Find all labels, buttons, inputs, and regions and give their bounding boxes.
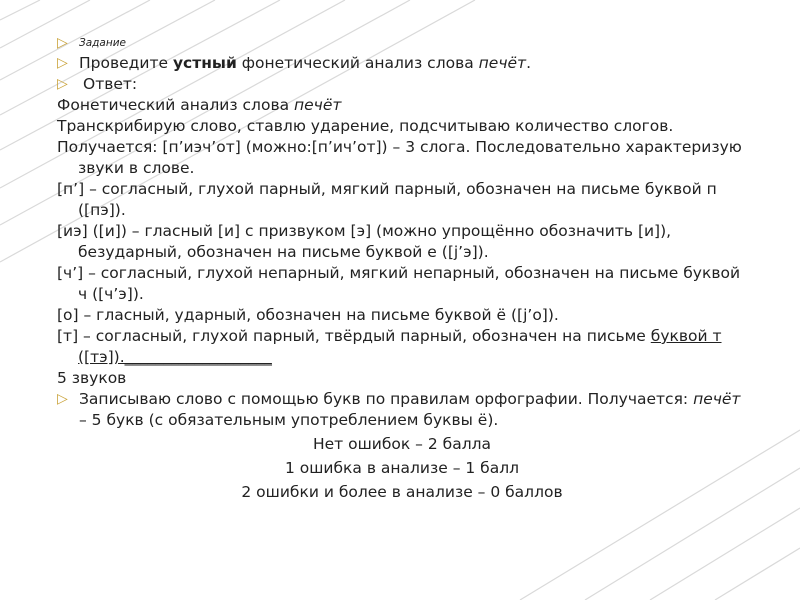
task-middle: фонетический анализ слова — [236, 54, 479, 72]
write-prefix: Записываю слово с помощью букв по правилам орфографии. Получается: — [79, 390, 694, 408]
paragraph-7 — [57, 326, 747, 368]
paragraph-3: [п’] – согласный, глухой парный, мягкий парный, обозначен на письме буквой п ([пэ]). — [57, 180, 717, 219]
paragraph-5: [ч’] – согласный, глухой непарный, мягкий непарный, обозначен на письме буквой ч ([ч’э]). — [57, 264, 741, 303]
write-line — [57, 389, 747, 431]
write-end: – 5 букв (с обязательным употреблением буквы ё). — [79, 411, 499, 429]
triangle-bullet-icon: ▷ — [57, 76, 68, 92]
paragraph-6: [о] – гласный, ударный, обозначен на письме буквой ё ([j’о]). — [57, 306, 559, 324]
paragraph-1: Транскрибирую слово, ставлю ударение, подсчитываю количество слогов. — [57, 117, 674, 135]
score-line-3: 2 ошибки и более в анализе – 0 баллов — [241, 483, 563, 501]
task-label: Задание — [79, 37, 127, 49]
task-prefix: Проведите — [79, 54, 173, 72]
task-label-line — [57, 34, 747, 53]
task-end: . — [526, 54, 531, 72]
triangle-bullet-icon: ▷ — [57, 391, 68, 407]
answer-line — [57, 74, 747, 95]
triangle-bullet-icon: ▷ — [57, 35, 68, 51]
task-word: печёт — [478, 54, 527, 72]
slide-content — [57, 34, 747, 503]
analysis-title-prefix: Фонетический анализ слова — [57, 96, 295, 114]
sound-count: 5 звуков — [57, 369, 127, 387]
task-bold: устный — [172, 54, 237, 72]
answer-label: Ответ: — [83, 75, 138, 93]
score-line-2: 1 ошибка в анализе – 1 балл — [284, 459, 520, 477]
write-word: печёт — [693, 390, 741, 408]
paragraph-4: [иэ] ([и]) – гласный [и] с призвуком [э] (можно упрощённо обозначить [и]), безударный, обозначен на письме буквой е ([j’э]). — [57, 222, 672, 261]
paragraph-2: Получается: [п’иэч’от] (можно:[п’ич’от]) – 3 слога. Последовательно характеризую звуки в слове. — [57, 138, 742, 177]
triangle-bullet-icon: ▷ — [57, 55, 68, 71]
analysis-title — [57, 95, 747, 116]
paragraph-7-underlined: буквой т ([тэ]).___________________ — [78, 327, 722, 366]
score-line-1: Нет ошибок – 2 балла — [312, 435, 492, 453]
paragraph-7-start: [т] – согласный, глухой парный, твёрдый парный, обозначен на письме — [57, 327, 651, 345]
analysis-title-word: печёт — [294, 96, 342, 114]
task-line — [57, 53, 747, 74]
